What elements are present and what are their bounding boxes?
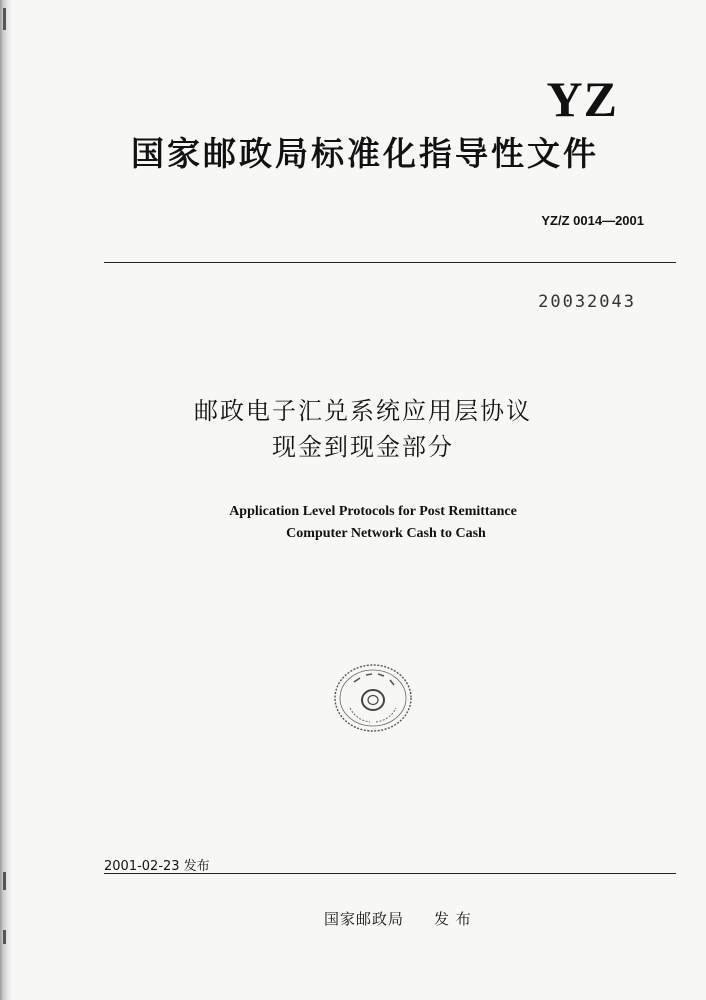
- header-rule: [104, 262, 676, 263]
- publish-label: 发 布: [434, 910, 472, 928]
- title-en-line1: Application Level Protocols for Post Remittance: [229, 504, 517, 519]
- archive-number: 20032043: [538, 292, 636, 312]
- footer-rule: [104, 873, 676, 874]
- scan-mark: [3, 8, 6, 30]
- document-title-en: [0, 501, 706, 545]
- title-cn-line1: 邮政电子汇兑系统应用层协议: [194, 397, 532, 425]
- scan-mark: [3, 930, 6, 944]
- library-seal-icon: [332, 662, 414, 734]
- title-en-line2: Computer Network Cash to Cash: [286, 526, 486, 541]
- document-title-cn: [0, 393, 706, 465]
- standard-code: YZ: [546, 71, 618, 127]
- publisher-name: 国家邮政局: [324, 910, 405, 928]
- organization-title: 国家邮政局标准化指导性文件: [131, 134, 599, 173]
- publisher-line: [324, 908, 472, 929]
- standard-number: YZ/Z 0014—2001: [541, 213, 644, 228]
- title-cn-line2: 现金到现金部分: [272, 433, 454, 461]
- issue-date: 2001-02-23 发布: [104, 859, 210, 874]
- scan-mark: [3, 872, 6, 890]
